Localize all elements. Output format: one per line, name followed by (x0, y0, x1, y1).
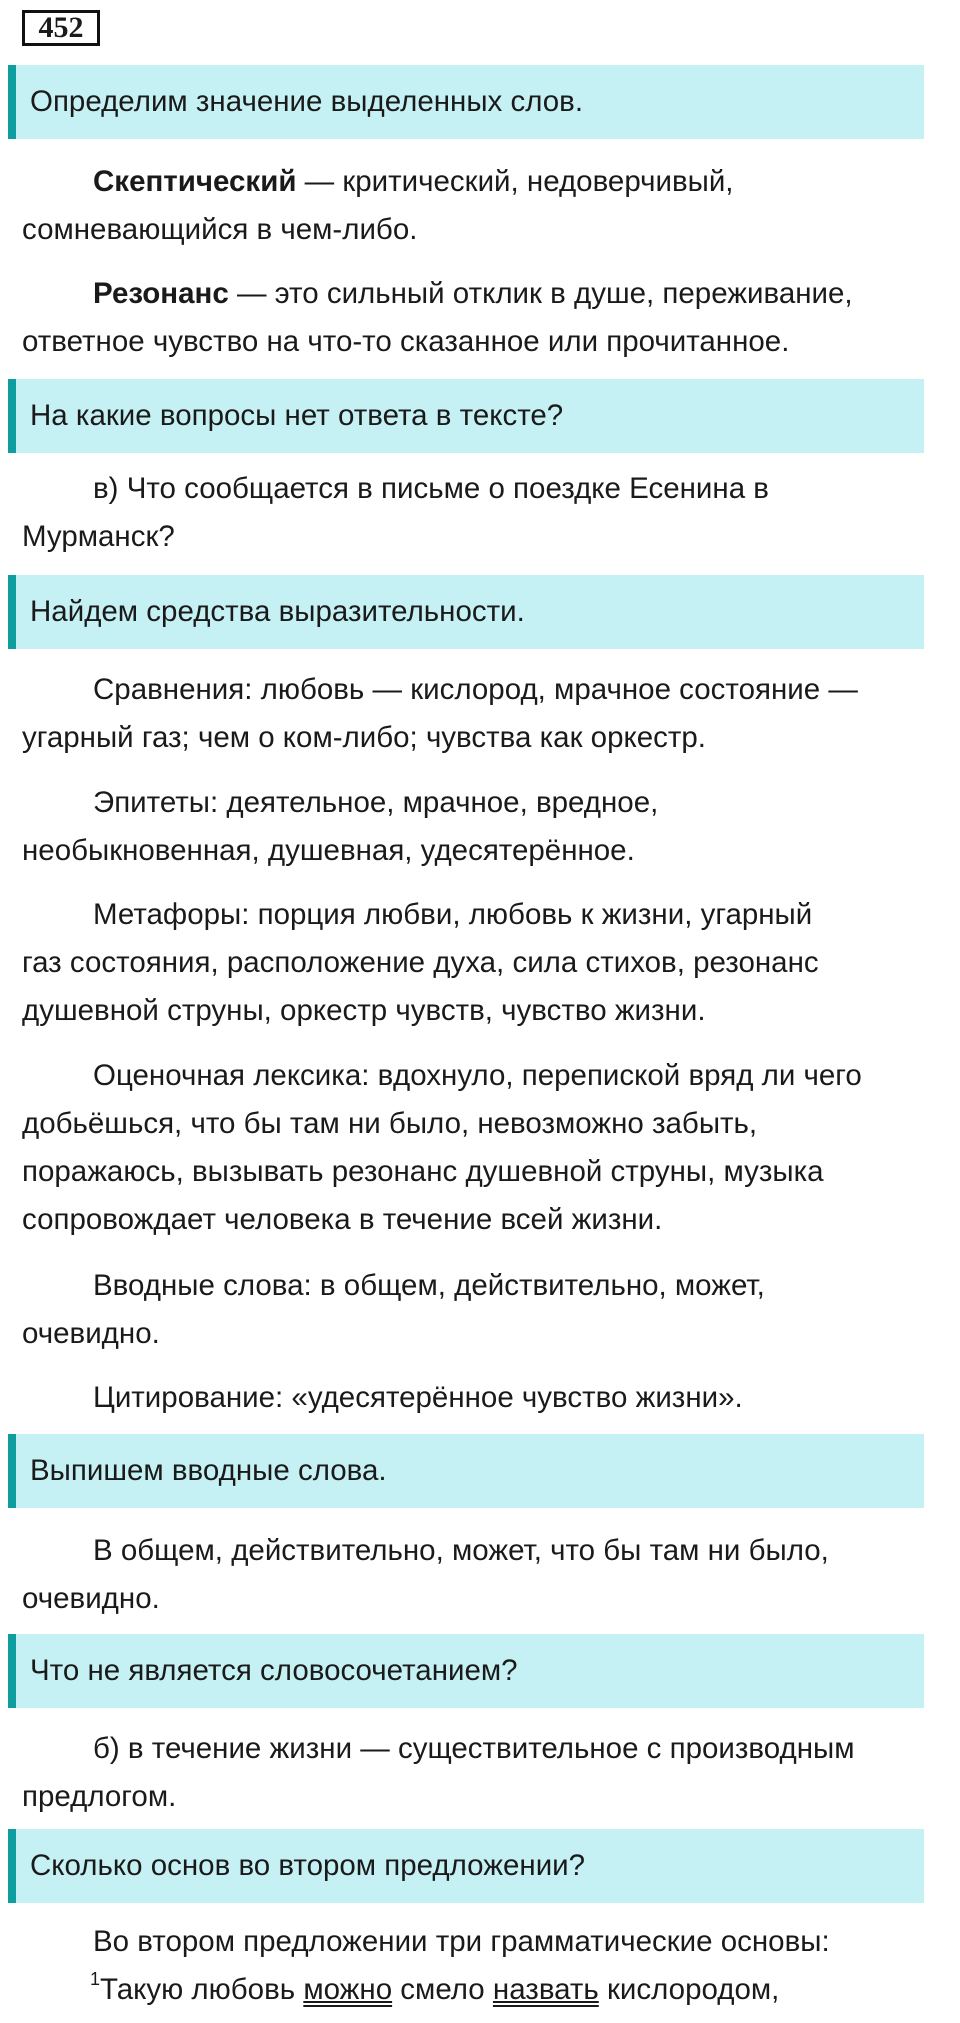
answer-grammar-bases (22, 1918, 952, 2014)
answer-unanswered (22, 465, 952, 561)
section-heading-not-phrase: Что не является словосочетанием? (8, 1634, 924, 1708)
answer-line: в) Что сообщается в письме о поездке Есенина в (93, 472, 769, 505)
intro-line: Во втором предложении три грамматические основы: (93, 1925, 830, 1958)
definition-skeptical-text: — критический, недоверчивый, (296, 165, 734, 198)
text-line: Сравнения: любовь — кислород, мрачное состояние — (93, 673, 858, 706)
answer-line: предлогом. (22, 1780, 177, 1813)
paragraph-citation (22, 1374, 952, 1422)
section-heading-grammar-bases: Сколько основ во втором предложении? (8, 1829, 924, 1903)
text-line: Вводные слова: в общем, действительно, может, (93, 1269, 765, 1302)
text-line: сопровождает человека в течение всей жизни. (22, 1203, 663, 1236)
definition-resonance-text: — это сильный отклик в душе, переживание, (228, 277, 853, 310)
text-line: Эпитеты: деятельное, мрачное, вредное, (93, 786, 659, 819)
definition-resonance (22, 270, 952, 366)
answer-line: Мурманск? (22, 520, 175, 553)
sentence-number: 1 (90, 1969, 101, 1989)
definition-resonance-line2: ответное чувство на что-то сказанное или прочитанное. (22, 325, 790, 358)
text-line: очевидно. (22, 1317, 160, 1350)
term-resonance: Резонанс (93, 277, 229, 310)
section-heading-meanings: Определим значение выделенных слов. (8, 65, 924, 139)
paragraph-introductory-words (22, 1262, 952, 1358)
section-heading-write-out: Выпишем вводные слова. (8, 1434, 924, 1508)
text-line: Метафоры: порция любви, любовь к жизни, угарный (93, 898, 813, 931)
answer-line: В общем, действительно, может, что бы там ни было, (93, 1534, 829, 1567)
sentence-text: кислородом, (598, 1973, 780, 2006)
paragraph-metaphors (22, 891, 952, 1035)
text-line: Цитирование: «удесятерённое чувство жизни». (93, 1381, 743, 1414)
answer-line: б) в течение жизни — существительное с производным (93, 1732, 855, 1765)
answer-line: очевидно. (22, 1582, 160, 1615)
definition-skeptical (22, 158, 952, 254)
text-line: газ состояния, расположение духа, сила стихов, резонанс (22, 946, 819, 979)
answer-not-phrase (22, 1725, 952, 1821)
example-sentence (22, 1966, 952, 2014)
text-line: поражаюсь, вызывать резонанс душевной струны, музыка (22, 1155, 824, 1188)
paragraph-evaluative-vocabulary (22, 1052, 952, 1244)
predicate-2: назвать (492, 1973, 599, 2006)
text-line: добьёшься, что бы там ни было, невозможно забыть, (22, 1107, 758, 1140)
term-skeptical: Скептический (93, 165, 297, 198)
paragraph-comparisons (22, 666, 952, 762)
text-line: угарный газ; чем о ком-либо; чувства как оркестр. (22, 721, 706, 754)
predicate-1: можно (303, 1973, 393, 2006)
sentence-text: Такую любовь (100, 1973, 304, 2006)
section-heading-expressive-means: Найдем средства выразительности. (8, 575, 924, 649)
section-heading-unanswered: На какие вопросы нет ответа в тексте? (8, 379, 924, 453)
sentence-text: смело (392, 1973, 493, 2006)
text-line: Оценочная лексика: вдохнуло, перепиской вряд ли чего (93, 1059, 862, 1092)
paragraph-epithets (22, 779, 952, 875)
exercise-number: 452 (22, 10, 100, 46)
text-line: необыкновенная, душевная, удесятерённое. (22, 834, 635, 867)
answer-introductory-words (22, 1527, 952, 1623)
text-line: душевной струны, оркестр чувств, чувство жизни. (22, 994, 706, 1027)
definition-skeptical-line2: сомневающийся в чем-либо. (22, 213, 418, 246)
